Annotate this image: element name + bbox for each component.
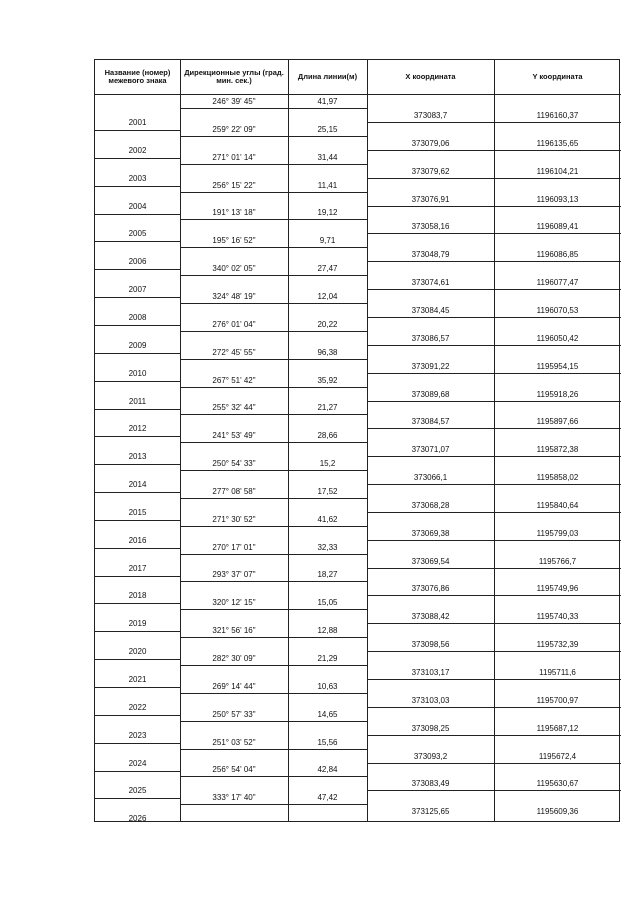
row-divider bbox=[367, 206, 621, 207]
segment-length: 17,52 bbox=[317, 486, 338, 496]
segment-length: 11,41 bbox=[317, 180, 338, 190]
row-divider bbox=[367, 595, 621, 596]
segment-length: 41,62 bbox=[317, 514, 338, 524]
segment-length: 12,88 bbox=[317, 626, 338, 636]
segment-angle: 250° 57' 33" bbox=[212, 709, 256, 719]
point-id: 2002 bbox=[128, 145, 147, 155]
row-divider bbox=[95, 687, 180, 688]
row-divider bbox=[95, 409, 180, 410]
row-divider bbox=[95, 520, 180, 521]
point-id: 2008 bbox=[128, 312, 147, 322]
point-id: 2021 bbox=[128, 675, 147, 684]
row-divider bbox=[180, 136, 367, 137]
header-angle: Дирекционные углы (град. мин. сек.) bbox=[180, 60, 288, 95]
row-divider bbox=[95, 659, 180, 660]
row-divider bbox=[367, 790, 621, 791]
row-divider bbox=[367, 317, 621, 318]
segment-angle: 256° 15' 22" bbox=[212, 180, 256, 190]
row-divider bbox=[367, 122, 621, 123]
point-id: 2019 bbox=[128, 619, 147, 629]
point-y: 1195858,02 bbox=[536, 473, 579, 483]
point-id: 2001 bbox=[128, 118, 147, 127]
point-y: 1195609,36 bbox=[536, 807, 579, 817]
segment-angle: 340° 02' 05" bbox=[212, 264, 256, 274]
point-id: 2004 bbox=[128, 201, 147, 211]
row-divider bbox=[95, 353, 180, 354]
row-divider bbox=[367, 261, 621, 262]
row-divider bbox=[180, 164, 367, 165]
row-divider bbox=[367, 540, 621, 541]
point-x: 373103,17 bbox=[411, 668, 450, 677]
row-divider bbox=[367, 345, 621, 346]
header-name: Название (номер) межевого знака bbox=[95, 60, 180, 95]
row-divider bbox=[180, 721, 367, 722]
segment-angle: 250° 54' 33" bbox=[212, 459, 256, 469]
point-id: 2024 bbox=[128, 758, 147, 768]
segment-angle: 246° 39' 45" bbox=[212, 97, 256, 106]
point-id: 2014 bbox=[128, 480, 147, 490]
point-id: 2023 bbox=[128, 730, 147, 740]
point-x: 373058,16 bbox=[411, 222, 450, 232]
segment-angle: 276° 01' 04" bbox=[212, 319, 256, 329]
point-y: 1195799,03 bbox=[536, 528, 579, 538]
point-y: 1195687,12 bbox=[536, 723, 579, 733]
row-divider bbox=[367, 763, 621, 764]
point-id: 2009 bbox=[128, 340, 147, 350]
segment-angle: 191° 13' 18" bbox=[212, 208, 256, 218]
row-divider bbox=[95, 436, 180, 437]
header-y: Y координата bbox=[494, 60, 621, 95]
point-y: 1196160,37 bbox=[536, 111, 579, 120]
point-y: 1195732,39 bbox=[536, 640, 579, 650]
row-divider bbox=[95, 269, 180, 270]
point-y: 1196086,85 bbox=[536, 250, 579, 260]
point-y: 1196104,21 bbox=[536, 166, 579, 176]
point-y: 1195672,4 bbox=[538, 751, 577, 761]
point-id: 2017 bbox=[128, 563, 147, 573]
row-divider bbox=[367, 289, 621, 290]
segment-length: 41,97 bbox=[317, 97, 338, 106]
point-id: 2018 bbox=[128, 591, 147, 601]
segment-angle: 256° 54' 04" bbox=[212, 765, 256, 775]
point-y: 1195918,26 bbox=[536, 389, 579, 399]
point-y: 1195630,67 bbox=[536, 779, 579, 789]
segment-length: 96,38 bbox=[317, 347, 338, 357]
point-y: 1196135,65 bbox=[536, 138, 579, 148]
row-divider bbox=[95, 771, 180, 772]
row-divider bbox=[367, 401, 621, 402]
row-divider bbox=[367, 178, 621, 179]
row-divider bbox=[95, 798, 180, 799]
row-divider bbox=[95, 715, 180, 716]
point-y: 1195749,96 bbox=[536, 584, 579, 594]
point-y: 1196050,42 bbox=[536, 333, 579, 343]
point-x: 373079,62 bbox=[411, 166, 450, 176]
segment-angle: 333° 17' 40" bbox=[212, 793, 256, 803]
point-y: 1195872,38 bbox=[536, 445, 579, 455]
segment-length: 14,65 bbox=[317, 709, 338, 719]
segment-angle: 324° 48' 19" bbox=[212, 291, 256, 301]
segment-angle: 272° 45' 55" bbox=[212, 347, 256, 357]
segment-length: 28,66 bbox=[317, 431, 338, 441]
row-divider bbox=[95, 241, 180, 242]
point-y: 1196089,41 bbox=[536, 222, 579, 232]
coordinates-table bbox=[94, 59, 620, 822]
row-divider bbox=[367, 512, 621, 513]
row-divider bbox=[95, 548, 180, 549]
point-y: 1195897,66 bbox=[536, 417, 579, 427]
segment-angle: 251° 03' 52" bbox=[212, 737, 256, 747]
header-length: Длина линии(м) bbox=[288, 60, 367, 95]
row-divider bbox=[95, 186, 180, 187]
point-x: 373069,38 bbox=[411, 528, 450, 538]
segment-length: 27,47 bbox=[317, 264, 338, 274]
row-divider bbox=[180, 776, 367, 777]
segment-length: 35,92 bbox=[317, 375, 338, 385]
segment-angle: 277° 08' 58" bbox=[212, 486, 256, 496]
row-divider bbox=[180, 526, 367, 527]
point-y: 1196093,13 bbox=[536, 194, 579, 204]
row-divider bbox=[95, 464, 180, 465]
row-divider bbox=[180, 693, 367, 694]
point-x: 373074,61 bbox=[411, 278, 450, 288]
segment-length: 21,27 bbox=[317, 403, 338, 413]
segment-angle: 282° 30' 09" bbox=[212, 654, 256, 663]
point-y: 1195954,15 bbox=[536, 361, 579, 371]
segment-length: 32,33 bbox=[317, 542, 338, 552]
row-divider bbox=[180, 609, 367, 610]
segment-length: 31,44 bbox=[317, 152, 338, 162]
point-x: 373084,45 bbox=[411, 305, 450, 315]
segment-angle: 321° 56' 16" bbox=[212, 626, 256, 636]
point-x: 373076,86 bbox=[411, 584, 450, 594]
segment-angle: 293° 37' 07" bbox=[212, 570, 256, 580]
row-divider bbox=[95, 214, 180, 215]
row-divider bbox=[180, 108, 367, 109]
point-x: 373086,57 bbox=[411, 333, 450, 343]
row-divider bbox=[95, 158, 180, 159]
point-x: 373083,49 bbox=[411, 779, 450, 789]
row-divider bbox=[180, 247, 367, 248]
point-id: 2006 bbox=[128, 257, 147, 267]
point-y: 1196070,53 bbox=[536, 305, 579, 315]
point-x: 373071,07 bbox=[411, 445, 450, 455]
segment-angle: 255° 32' 44" bbox=[212, 403, 256, 413]
segment-length: 18,27 bbox=[317, 570, 338, 580]
point-y: 1196077,47 bbox=[536, 278, 579, 288]
segment-length: 9,71 bbox=[319, 236, 336, 246]
point-id: 2007 bbox=[128, 285, 147, 295]
point-x: 373076,91 bbox=[411, 194, 450, 204]
row-divider bbox=[367, 233, 621, 234]
point-id: 2026 bbox=[128, 814, 147, 824]
row-divider bbox=[180, 749, 367, 750]
row-divider bbox=[180, 442, 367, 443]
point-id: 2025 bbox=[128, 786, 147, 796]
row-divider bbox=[180, 219, 367, 220]
row-divider bbox=[180, 665, 367, 666]
row-divider bbox=[95, 381, 180, 382]
row-divider bbox=[367, 623, 621, 624]
row-divider bbox=[95, 603, 180, 604]
row-divider bbox=[180, 359, 367, 360]
point-x: 373084,57 bbox=[411, 417, 450, 427]
row-divider bbox=[367, 484, 621, 485]
row-divider bbox=[367, 428, 621, 429]
point-id: 2011 bbox=[128, 396, 147, 406]
segment-length: 12,04 bbox=[317, 291, 338, 301]
row-divider bbox=[180, 414, 367, 415]
row-divider bbox=[95, 743, 180, 744]
point-x: 373098,25 bbox=[411, 723, 450, 733]
point-x: 373088,42 bbox=[411, 612, 450, 622]
point-x: 373066,1 bbox=[413, 473, 448, 483]
row-divider bbox=[180, 275, 367, 276]
point-x: 373079,06 bbox=[411, 138, 450, 148]
row-divider bbox=[367, 373, 621, 374]
point-id: 2012 bbox=[128, 424, 147, 434]
point-y: 1195711,6 bbox=[539, 668, 576, 677]
point-id: 2022 bbox=[128, 702, 147, 712]
row-divider bbox=[367, 679, 621, 680]
row-divider bbox=[180, 637, 367, 638]
point-x: 373083,7 bbox=[413, 111, 448, 120]
row-divider bbox=[367, 568, 621, 569]
row-divider bbox=[180, 387, 367, 388]
segment-angle: 271° 01' 14" bbox=[212, 152, 256, 162]
point-id: 2020 bbox=[128, 647, 147, 657]
segment-length: 21,29 bbox=[317, 654, 338, 663]
segment-length: 20,22 bbox=[317, 319, 338, 329]
segment-length: 15,2 bbox=[319, 459, 336, 469]
point-y: 1195766,7 bbox=[538, 556, 577, 566]
point-x: 373125,65 bbox=[411, 807, 450, 817]
segment-angle: 320° 12' 15" bbox=[212, 598, 256, 608]
segment-angle: 267° 51' 42" bbox=[212, 375, 256, 385]
segment-length: 47,42 bbox=[317, 793, 338, 803]
point-x: 373069,54 bbox=[411, 556, 450, 566]
row-divider bbox=[367, 651, 621, 652]
row-divider bbox=[95, 297, 180, 298]
point-id: 2005 bbox=[128, 229, 147, 239]
row-divider bbox=[367, 735, 621, 736]
row-divider bbox=[180, 804, 367, 805]
row-divider bbox=[95, 492, 180, 493]
point-x: 373093,2 bbox=[413, 751, 448, 761]
segment-angle: 241° 53' 49" bbox=[212, 431, 256, 441]
point-x: 373103,03 bbox=[411, 695, 450, 705]
point-x: 373089,68 bbox=[411, 389, 450, 399]
row-divider bbox=[367, 150, 621, 151]
segment-angle: 269° 14' 44" bbox=[212, 681, 256, 691]
segment-length: 25,15 bbox=[317, 124, 338, 134]
row-divider bbox=[180, 554, 367, 555]
point-x: 373091,22 bbox=[411, 361, 450, 371]
point-x: 373068,28 bbox=[411, 500, 450, 510]
row-divider bbox=[95, 325, 180, 326]
point-id: 2010 bbox=[128, 368, 147, 378]
point-y: 1195840,64 bbox=[536, 500, 579, 510]
row-divider bbox=[180, 192, 367, 193]
point-id: 2013 bbox=[128, 452, 147, 462]
row-divider bbox=[180, 331, 367, 332]
row-divider bbox=[95, 576, 180, 577]
row-divider bbox=[95, 130, 180, 131]
segment-length: 42,84 bbox=[317, 765, 338, 775]
segment-length: 19,12 bbox=[317, 208, 338, 218]
segment-angle: 271° 30' 52" bbox=[212, 514, 256, 524]
header-x: X координата bbox=[367, 60, 494, 95]
point-id: 2015 bbox=[128, 507, 147, 517]
segment-length: 15,05 bbox=[317, 598, 338, 608]
point-x: 373098,56 bbox=[411, 640, 450, 650]
row-divider bbox=[180, 581, 367, 582]
segment-angle: 270° 17' 01" bbox=[212, 542, 256, 552]
segment-length: 15,56 bbox=[317, 737, 338, 747]
segment-angle: 195° 16' 52" bbox=[212, 236, 256, 246]
row-divider bbox=[180, 470, 367, 471]
point-y: 1195740,33 bbox=[536, 612, 579, 622]
segment-length: 10,63 bbox=[317, 681, 338, 691]
row-divider bbox=[367, 707, 621, 708]
point-id: 2016 bbox=[128, 535, 147, 545]
segment-angle: 259° 22' 09" bbox=[212, 124, 256, 134]
point-y: 1195700,97 bbox=[536, 695, 579, 705]
row-divider bbox=[180, 303, 367, 304]
row-divider bbox=[367, 456, 621, 457]
row-divider bbox=[95, 631, 180, 632]
point-x: 373048,79 bbox=[411, 250, 450, 260]
point-id: 2003 bbox=[128, 173, 147, 183]
row-divider bbox=[180, 498, 367, 499]
